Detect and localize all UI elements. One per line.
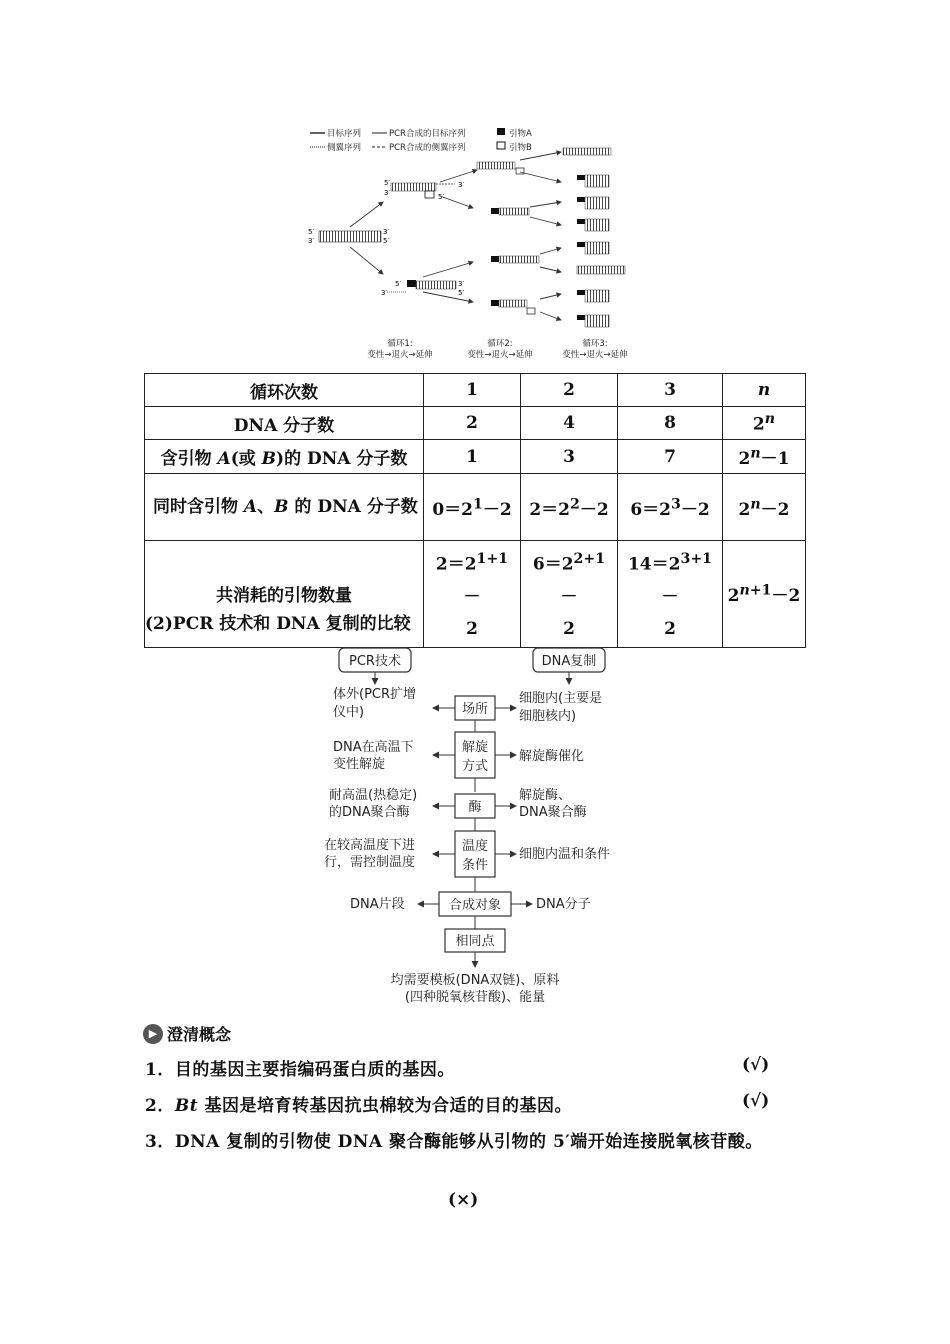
cell-label: 循环次数: [145, 374, 424, 407]
section-title: (2)PCR 技术和 DNA 复制的比较: [145, 614, 411, 634]
cell: 4: [521, 407, 618, 440]
right-text: DNA分子: [536, 897, 591, 912]
table-row-header: [145, 374, 806, 407]
cell: 2: [521, 374, 618, 407]
cycle1-product-bottom: [381, 280, 464, 297]
cell: $2^n-1$: [723, 440, 806, 474]
concept-item: 1．目的基因主要指编码蛋白质的基因。: [145, 1060, 455, 1080]
legend-primer-b: 引物B: [509, 143, 532, 153]
right-text: DNA聚合酶: [519, 805, 587, 820]
svg-text:3′: 3′: [384, 189, 391, 197]
svg-text:酶: 酶: [468, 800, 482, 815]
legend-primer-a: 引物A: [509, 129, 532, 139]
cell-label: DNA 分子数: [145, 407, 424, 440]
svg-text:5′: 5′: [308, 228, 315, 236]
common-text: (四种脱氧核苷酸)、能量: [404, 990, 546, 1005]
left-text: DNA片段: [350, 897, 405, 912]
cell: $14=2^{3+1}-$ 2: [618, 541, 723, 648]
left-text: 体外(PCR扩增: [333, 687, 417, 702]
table-row: [145, 407, 806, 440]
pcr-title: PCR技术: [349, 654, 401, 669]
cycle1-product-top: [384, 179, 464, 201]
cell: 8: [618, 407, 723, 440]
cell: $2^{n+1}-2$: [723, 541, 806, 648]
legend: [310, 128, 532, 153]
svg-text:5′: 5′: [383, 237, 390, 245]
right-text: 解旋酶催化: [519, 749, 585, 764]
svg-text:3′: 3′: [381, 289, 388, 297]
cell: $6=2^3-2$: [618, 474, 723, 541]
right-text: 细胞内温和条件: [519, 847, 611, 862]
left-text: 的DNA聚合酶: [329, 805, 410, 820]
right-text: 细胞内(主要是: [519, 691, 603, 706]
play-icon: ▶: [143, 1024, 163, 1044]
common-text: 均需要模板(DNA双链)、原料: [390, 973, 560, 988]
svg-text:合成对象: 合成对象: [448, 898, 502, 913]
cycle-labels: [367, 338, 628, 360]
legend-pcr-flank: PCR合成的侧翼序列: [389, 143, 466, 153]
cell: 2$^n$: [723, 407, 806, 440]
svg-text:温度: 温度: [461, 839, 489, 854]
cycle2-products: [477, 162, 539, 314]
cycle1-label: 循环1:: [387, 339, 413, 349]
cell: 3: [521, 440, 618, 474]
svg-text:解旋: 解旋: [461, 740, 489, 755]
svg-text:5′: 5′: [384, 179, 391, 187]
left-text: 在较高温度下进: [324, 838, 416, 853]
pcr-cycle-diagram: [305, 122, 645, 364]
left-text: 行，需控制温度: [324, 855, 416, 870]
legend-target: 目标序列: [327, 129, 362, 139]
concept-heading: ▶ 澄清概念: [143, 1022, 231, 1045]
dna-title: DNA复制: [541, 654, 597, 669]
right-text: 细胞核内): [519, 709, 577, 724]
cycle-table: [144, 373, 806, 648]
cell-label: 含引物 A(或 B)的 DNA 分子数: [145, 440, 424, 474]
left-text: 耐高温(热稳定): [329, 788, 418, 803]
cell-label: 共消耗的引物数量: [145, 541, 424, 648]
legend-flank: 侧翼序列: [327, 143, 362, 153]
svg-text:3′: 3′: [458, 181, 465, 189]
svg-text:3′: 3′: [308, 237, 315, 245]
left-text: 仪中): [333, 705, 365, 720]
cycle3-steps: 变性→退火→延伸: [562, 350, 628, 360]
cell: $6=2^{2+1}-$ 2: [521, 541, 618, 648]
cell: $0=2^1-2$: [424, 474, 521, 541]
legend-pcr-target: PCR合成的目标序列: [389, 129, 466, 139]
svg-text:5′: 5′: [395, 280, 402, 288]
svg-text:5′: 5′: [458, 289, 465, 297]
cycle3-products: [563, 148, 625, 327]
svg-text:方式: 方式: [461, 759, 489, 774]
cell: $2^n-2$: [723, 474, 806, 541]
svg-text:3′: 3′: [383, 228, 390, 236]
cell: $2=2^{1+1}-$ 2: [424, 541, 521, 648]
initial-dna: [308, 228, 389, 245]
cell: 2: [424, 407, 521, 440]
svg-text:相同点: 相同点: [455, 934, 495, 949]
svg-text:3′: 3′: [458, 280, 465, 288]
cell: 7: [618, 440, 723, 474]
left-text: DNA在高温下: [333, 740, 414, 755]
svg-text:场所: 场所: [461, 702, 489, 717]
svg-text:条件: 条件: [461, 858, 489, 873]
table-row: [145, 474, 806, 541]
table-row: [145, 440, 806, 474]
concept-item: 3．DNA 复制的引物使 DNA 聚合酶能够从引物的 5′端开始连接脱氧核苷酸。: [145, 1132, 763, 1152]
cell: 3: [618, 374, 723, 407]
cell: $2=2^2-2$: [521, 474, 618, 541]
svg-text:5′: 5′: [438, 193, 445, 201]
cycle2-label: 循环2:: [487, 339, 513, 349]
right-text: 解旋酶、: [519, 788, 572, 803]
left-text: 变性解旋: [333, 757, 386, 772]
cell-label: 同时含引物 A、B 的 DNA 分子数: [145, 474, 424, 541]
concept-mark: (√): [742, 1091, 770, 1111]
cell: n: [723, 374, 806, 407]
cycle3-label: 循环3:: [582, 339, 608, 349]
pcr-vs-dna-flowchart: [320, 644, 640, 1010]
concept-mark: (×): [448, 1190, 479, 1210]
cell: 1: [424, 374, 521, 407]
cycle2-steps: 变性→退火→延伸: [467, 350, 533, 360]
cell: 1: [424, 440, 521, 474]
concept-mark: (√): [742, 1055, 770, 1075]
concept-item: 2．Bt 基因是培育转基因抗虫棉较为合适的目的基因。: [145, 1096, 572, 1116]
cycle1-steps: 变性→退火→延伸: [367, 350, 433, 360]
